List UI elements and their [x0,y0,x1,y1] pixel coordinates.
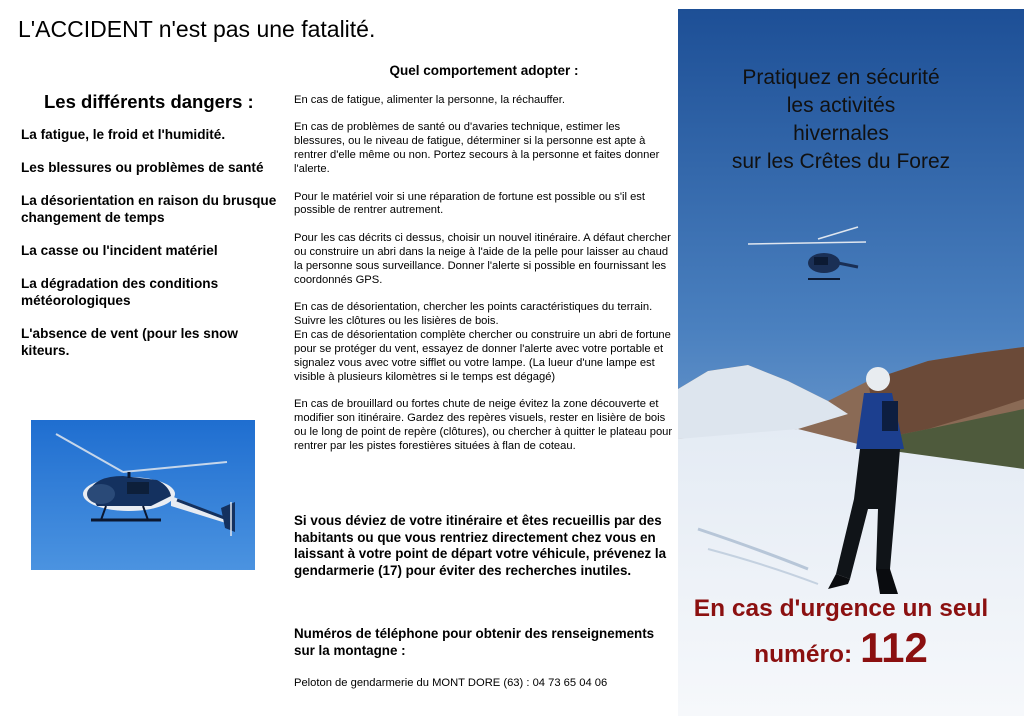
danger-item: La casse ou l'incident matériel [21,243,218,258]
danger-item: Les blessures ou problèmes de santé [21,160,264,175]
advice-paragraph: En cas de fatigue, alimenter la personne, la réchauffer. [294,94,565,106]
behavior-advice [294,94,674,467]
danger-item: L'absence de vent (pour les snow kiteurs. [21,326,239,358]
advice-paragraph: Pour les cas décrits ci dessus, choisir un nouvel itinéraire. A défaut chercher ou construire un abri dans la neige à l'aide de la pelle pour laisser au chaud la personne sous surveillance. Donner l'alerte si possible en fournissant les coordonnés GPS. [294,231,671,286]
tagline-line: hivernales [793,122,889,145]
advice-paragraph: En cas de problèmes de santé ou d'avaries technique, estimer les blessures, ou le niveau de fatigue, déterminer si la personne est apte à rentrer d'elle même ou non. Portez secours à la personne et faites donner l'alerte. [294,121,660,176]
tagline [678,64,1004,176]
dangers-heading: Les différents dangers : [44,91,254,112]
phone-number-line: Peloton de gendarmerie du MONT DORE (63) : 04 73 65 04 06 [294,677,608,689]
emergency-callout [678,594,1004,672]
advice-paragraph: En cas de désorientation complète chercher ou construire un abri de fortune pour se protéger du vent, essayez de donner l'alerte avec votre portable et signalez vous avec votre sifflet ou votre lampe. (La lueur d'une lampe est visible à plusieurs kilomètres si le temps est dégagé) [294,328,671,383]
helicopter-photo [31,420,255,570]
advice-paragraph: Pour le matériel voir si une réparation de fortune est possible ou s'il est possible de rentrer autrement. [294,190,645,217]
danger-item: La fatigue, le froid et l'humidité. [21,127,226,142]
page-title: L'ACCIDENT n'est pas une fatalité. [18,16,376,42]
tagline-line: sur les Crêtes du Forez [731,150,951,173]
gendarmerie-notice: Si vous déviez de votre itinéraire et êtes recueillis par des habitants ou que vous rentriez directement chez vous en laissant à votre point de départ votre véhicule, prévenez la gendarmerie (17) pour éviter des recherches inutiles. [294,513,667,578]
tagline-line: Pratiquez en sécurité [742,66,940,89]
danger-item: La désorientation en raison du brusque changement de temps [21,193,277,225]
emergency-number: 112 [860,624,928,671]
behavior-heading: Quel comportement adopter : [389,63,579,78]
advice-paragraph: En cas de brouillard ou fortes chute de neige évitez la zone découverte et modifier son itinéraire. Gardez des repères visuels, rester en lisière de bois ou le long de point de repère (clôtures), ou chercher à quitter le plateau pour rentrer par les pistes forestières situées à flan de coteau. [294,397,673,452]
emergency-line: En cas d'urgence un seul [693,595,989,622]
danger-item: La dégradation des conditions météorologiques [21,276,219,308]
advice-paragraph: En cas de désorientation, chercher les points caractéristiques du terrain. Suivre les clôtures ou les lisières de bois. [294,300,653,327]
dangers-list [21,126,289,375]
tagline-line: les activités [786,94,896,117]
emergency-label: numéro: [754,641,853,668]
phones-heading: Numéros de téléphone pour obtenir des renseignements sur la montagne : [294,626,655,658]
